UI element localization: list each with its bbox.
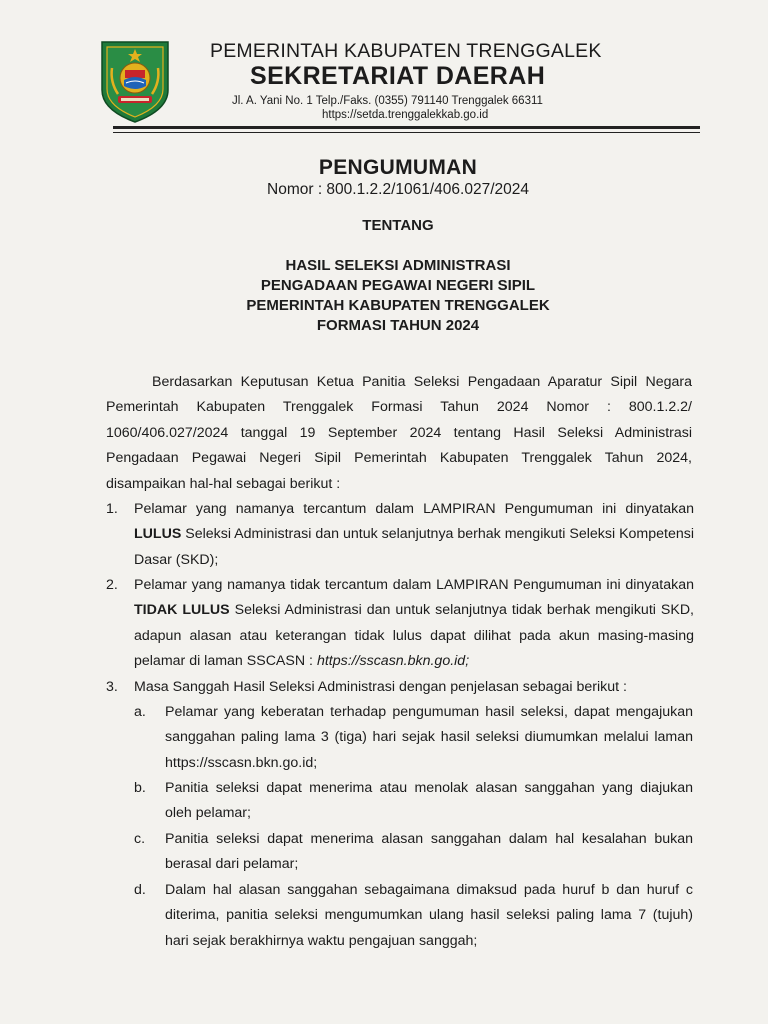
regency-emblem-icon [98, 38, 172, 124]
announcement-about: TENTANG [362, 217, 434, 234]
sub-letter: b. [134, 780, 146, 796]
list-number: 3. [106, 679, 118, 695]
intro-paragraph: Berdasarkan Keputusan Ketua Panitia Seleksi Pengadaan Aparatur Sipil Negara Pemerintah Kabupaten Trenggalek Formasi Tahun 2024 Nomor : 800.1.2.2/ 1060/406.027/2024 tanggal 19 September 2024 tentang Hasil Seleksi Administrasi Pengadaan Pegawai Negeri Sipil Pemerintah Kabupaten Trenggalek Tahun 2024, disampaikan hal-hal sebagai berikut : [106, 374, 692, 492]
list-item-text: Pelamar yang namanya tercantum dalam LAMPIRAN Pengumuman ini dinyatakan LULUS Seleksi Administrasi dan untuk selanjutnya berhak mengikuti Seleksi Kompetensi Dasar (SKD); [134, 501, 694, 568]
status-tidak-lulus: TIDAK LULUS [134, 602, 230, 619]
sub-item-text: Panitia seleksi dapat menerima atau menolak alasan sanggahan yang diajukan oleh pelamar; [165, 780, 693, 822]
list-number: 2. [106, 577, 118, 593]
subject-line: PENGADAAN PEGAWAI NEGERI SIPIL [260, 277, 536, 294]
subject-line: PEMERINTAH KABUPATEN TRENGGALEK [246, 297, 550, 314]
subject-line: FORMASI TAHUN 2024 [316, 317, 480, 334]
letterhead-divider-thick [113, 126, 700, 129]
sub-item-text: Pelamar yang keberatan terhadap pengumuman hasil seleksi, dapat mengajukan sanggahan paling lama 3 (tiga) hari sejak hasil seleksi diumumkan melalui laman https://sscasn.bkn.go.id; [165, 704, 693, 771]
list-number: 1. [106, 501, 118, 517]
sub-letter: d. [134, 882, 146, 898]
announcement-heading: PENGUMUMAN [318, 156, 478, 179]
list-item-text: Pelamar yang namanya tidak tercantum dalam LAMPIRAN Pengumuman ini dinyatakan TIDAK LULUS Seleksi Administrasi dan untuk selanjutnya tidak berhak mengikuti SKD, adapun alasan atau keterangan tidak lulus dapat dilihat pada akun masing-masing pelamar di laman SSCASN : https://sscasn.bkn.go.id; [134, 577, 695, 670]
sub-item-text: Dalam hal alasan sanggahan sebagaimana dimaksud pada huruf b dan huruf c diterima, panitia seleksi mengumumkan ulang hasil seleksi paling lama 7 (tujuh) hari sejak berakhirnya waktu pengajuan sanggah; [165, 882, 693, 949]
letterhead-address: Jl. A. Yani No. 1 Telp./Faks. (0355) 791140 Trenggalek 66311 [232, 95, 543, 107]
subject-line: HASIL SELEKSI ADMINISTRASI [285, 257, 511, 274]
letterhead-office: SEKRETARIAT DAERAH [250, 62, 546, 90]
sub-item-text: Panitia seleksi dapat menerima alasan sanggahan dalam hal kesalahan bukan berasal dari pelamar; [165, 831, 693, 873]
letterhead-government: PEMERINTAH KABUPATEN TRENGGALEK [210, 40, 602, 62]
sub-letter: c. [134, 831, 146, 847]
sscasn-link[interactable]: https://sscasn.bkn.go.id; [316, 653, 470, 670]
letterhead-website: https://setda.trenggalekkab.go.id [322, 109, 489, 121]
status-lulus: LULUS [134, 526, 182, 543]
list-item-text: Masa Sanggah Hasil Seleksi Administrasi dengan penjelasan sebagai berikut : [134, 679, 627, 695]
sub-letter: a. [134, 704, 146, 720]
letterhead-divider-thin [113, 132, 700, 133]
announcement-number: Nomor : 800.1.2.2/1061/406.027/2024 [267, 181, 529, 198]
